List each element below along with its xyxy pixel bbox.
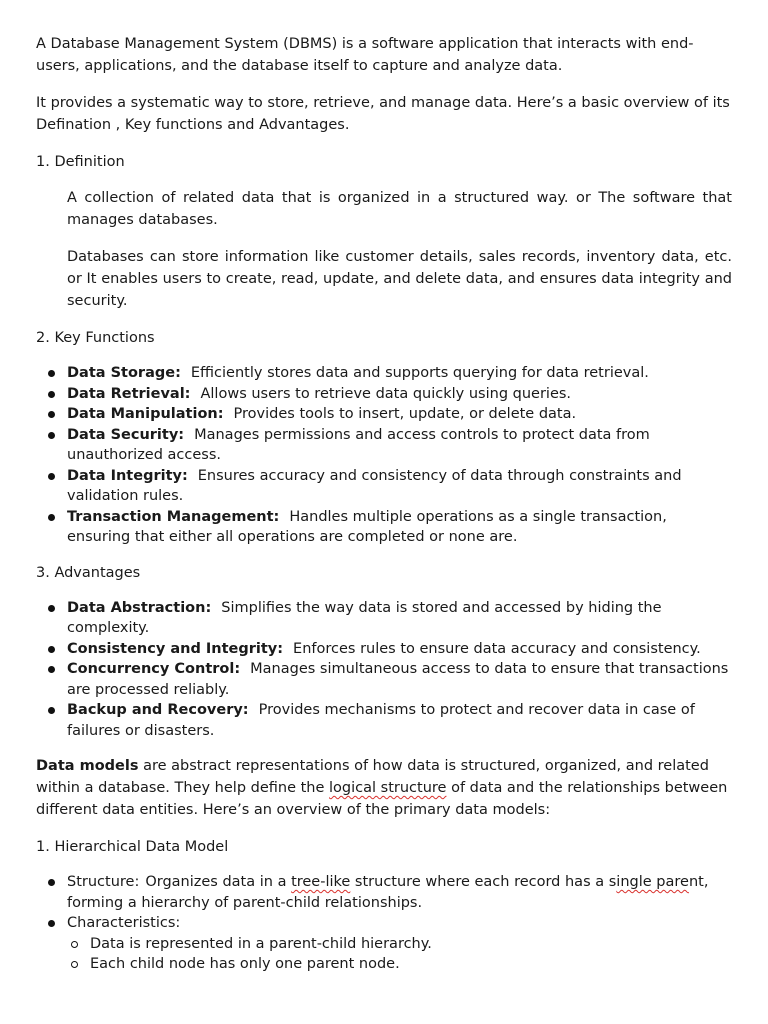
- list-item: [36, 598, 732, 639]
- list-item-text: Provides tools to insert, update, or delete data.: [233, 406, 577, 422]
- structure-label: Structure:: [67, 874, 140, 890]
- sub-list-item: Each child node has only one parent node.: [36, 954, 732, 975]
- list-item-term: Data Security:: [67, 426, 185, 443]
- spellcheck-underlined-text[interactable]: ingle pare: [616, 874, 689, 890]
- sub-list-item: Data is represented in a parent-child hierarchy.: [36, 934, 732, 955]
- list-item-term: Data Abstraction:: [67, 599, 212, 616]
- structure-text-c: nt, forming a hierarchy of parent-child relationships.: [67, 874, 709, 911]
- definition-paragraph-1: A collection of related data that is organized in a structured way. or The software that manages databases.: [67, 190, 732, 228]
- definition-heading: 1. Definition: [36, 154, 125, 170]
- list-item-text: Allows users to retrieve data quickly using queries.: [200, 385, 572, 402]
- data-models-paragraph: [36, 755, 732, 821]
- list-item: [36, 507, 732, 548]
- list-item: [36, 659, 732, 700]
- list-item-text: Provides mechanisms to protect and recover data in case of failures or disasters.: [67, 702, 695, 739]
- list-item: [36, 639, 732, 660]
- data-models-term: Data models: [36, 758, 139, 774]
- list-item: [36, 913, 732, 975]
- list-item-text: Ensures accuracy and consistency of data through constraints and validation rules.: [67, 467, 682, 504]
- list-item: [36, 404, 732, 425]
- list-item-term: Consistency and Integrity:: [67, 640, 284, 657]
- intro-paragraph-2: It provides a systematic way to store, retrieve, and manage data. Here’s a basic overview of its Defination , Key functions and Advantages.: [36, 95, 730, 133]
- list-item-term: Data Manipulation:: [67, 406, 224, 422]
- list-item-term: Concurrency Control:: [67, 661, 241, 677]
- list-item: [36, 384, 732, 405]
- list-item-term: Data Storage:: [67, 365, 181, 381]
- list-item-term: Backup and Recovery:: [67, 702, 249, 718]
- list-item-text: Manages simultaneous access to data to ensure that transactions are processed reliably.: [67, 661, 729, 698]
- definition-paragraph-2: Databases can store information like customer details, sales records, inventory data, etc. or It enables users to create, read, update, and delete data, and ensures data integrity and security.: [67, 249, 732, 309]
- hierarchical-model-heading: 1. Hierarchical Data Model: [36, 839, 229, 855]
- characteristics-label: Characteristics:: [67, 915, 181, 931]
- advantages-list: [36, 598, 732, 742]
- key-functions-heading: 2. Key Functions: [36, 330, 155, 346]
- intro-paragraph-1: A Database Management System (DBMS) is a software application that interacts with end-users, applications, and the database itself to capture and analyze data.: [36, 36, 694, 74]
- list-item-text: Enforces rules to ensure data accuracy and consistency.: [293, 640, 701, 657]
- spellcheck-underlined-text[interactable]: tree-like: [291, 874, 351, 890]
- list-item-text: Efficiently stores data and supports querying for data retrieval.: [190, 365, 649, 381]
- definition-body: [36, 187, 732, 312]
- list-item: [36, 700, 732, 741]
- structure-text-a: Organizes data in a: [145, 874, 292, 890]
- list-item-term: Data Integrity:: [67, 467, 188, 484]
- list-item-term: Transaction Management:: [67, 508, 280, 525]
- list-item: [36, 872, 732, 913]
- data-models-text-b: of data and the relationships between different data entities. Here’s an overview of the primary data models:: [36, 780, 728, 818]
- list-item: [36, 466, 732, 507]
- list-item-term: Data Retrieval:: [67, 385, 191, 402]
- characteristics-sublist: [36, 934, 732, 975]
- hierarchical-model-list: [36, 872, 732, 975]
- list-item: [36, 425, 732, 466]
- data-models-text-a: are abstract representations of how data is structured, organized, and related within a database. They help define the: [36, 758, 709, 796]
- list-item-text: Handles multiple operations as a single transaction, ensuring that either all operations are completed or none are.: [67, 508, 667, 545]
- list-item-text: Simplifies the way data is stored and accessed by hiding the complexity.: [67, 599, 662, 636]
- advantages-heading: 3. Advantages: [36, 564, 141, 581]
- list-item: [36, 363, 732, 384]
- list-item-text: Manages permissions and access controls to protect data from unauthorized access.: [67, 426, 650, 463]
- structure-text-b: structure where each record has a s: [350, 874, 617, 890]
- spellcheck-underlined-text[interactable]: logical structure: [329, 780, 447, 796]
- key-functions-list: [36, 363, 732, 548]
